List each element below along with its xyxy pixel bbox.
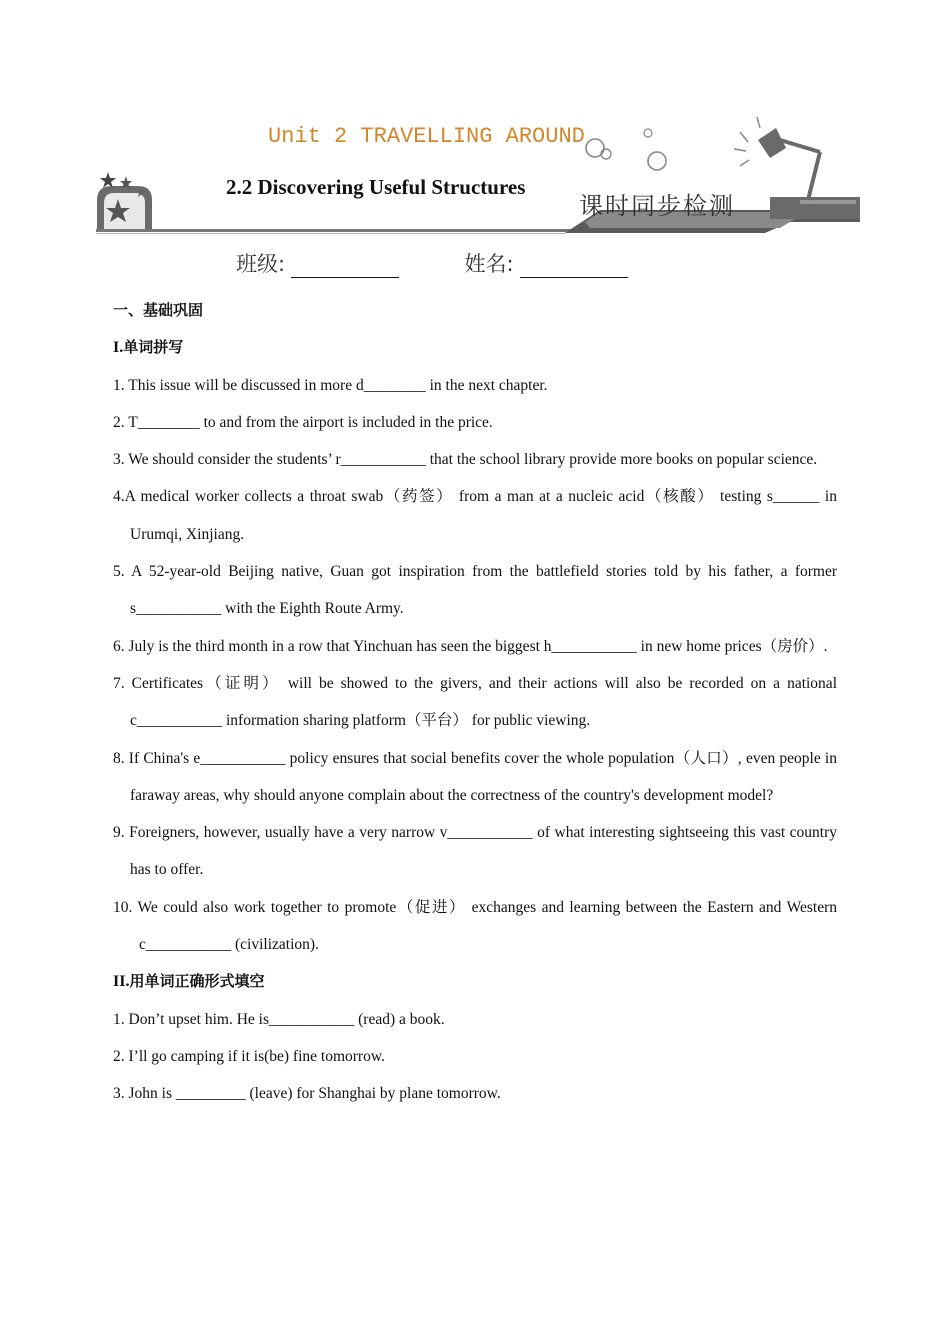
class-blank[interactable] (291, 255, 399, 278)
part-one-roman: I. (113, 339, 124, 357)
worksheet-header (0, 0, 950, 300)
star-badge-icon (97, 172, 152, 231)
banner-label: 课时同步检测 (579, 192, 735, 220)
worksheet-body (113, 292, 837, 1113)
question-item: 9. Foreigners, however, usually have a very narrow v___________ of what interesting sightseeing this vast country has to offer. (113, 824, 837, 879)
question-item: 3. John is _________ (leave) for Shanghai by plane tomorrow. (113, 1085, 501, 1103)
part-two-heading (113, 963, 837, 1000)
part-one-heading (113, 329, 837, 366)
part-one-items (113, 367, 837, 964)
question-item: 4.A medical worker collects a throat swab（药签） from a man at a nucleic acid（核酸） testing s______ in Urumqi, Xinjiang. (113, 488, 837, 543)
question-item: 5. A 52-year-old Beijing native, Guan got inspiration from the battlefield stories told by his father, a former s___________ with the Eighth Route Army. (113, 563, 837, 618)
desk-lamp-icon (734, 117, 820, 200)
part-two-items (113, 1001, 837, 1113)
student-info-row (236, 248, 628, 278)
question-item: 2. T________ to and from the airport is included in the price. (113, 413, 493, 431)
question-item: 3. We should consider the students’ r___________ that the school library provide more books on popular science. (113, 451, 818, 469)
question-item: 2. I’ll go camping if it is(be) fine tomorrow. (113, 1047, 385, 1065)
question-item: 10. We could also work together to promote（促进） exchanges and learning between the Eastern and Western c___________ (civilization). (113, 898, 837, 954)
unit-title: Unit 2 TRAVELLING AROUND (268, 124, 585, 149)
question-item: 8. If China's e___________ policy ensures that social benefits cover the whole population（人口）, even people in faraway areas, why should anyone complain about the correctness of the country's development model? (113, 749, 837, 804)
question-item: 7. Certificates（证明） will be showed to the givers, and their actions will also be recorded on a national c___________ information sharing platform（平台） for public viewing. (113, 674, 837, 730)
question-item: 1. This issue will be discussed in more d________ in the next chapter. (113, 376, 548, 394)
section-title: 一、基础巩固 (113, 301, 204, 319)
part-two-title: 用单词正确形式填空 (129, 972, 265, 991)
part-one-title: 单词拼写 (123, 338, 184, 357)
lesson-title: 2.2 Discovering Useful Structures (226, 175, 526, 199)
question-item: 6. July is the third month in a row that Yinchuan has seen the biggest h___________ in new home prices（房价）. (113, 637, 828, 655)
class-label: 班级: (236, 252, 286, 276)
part-two-roman: II. (113, 973, 130, 991)
name-label: 姓名: (464, 252, 514, 276)
name-blank[interactable] (520, 255, 628, 278)
question-item: 1. Don’t upset him. He is___________ (read) a book. (113, 1010, 445, 1028)
